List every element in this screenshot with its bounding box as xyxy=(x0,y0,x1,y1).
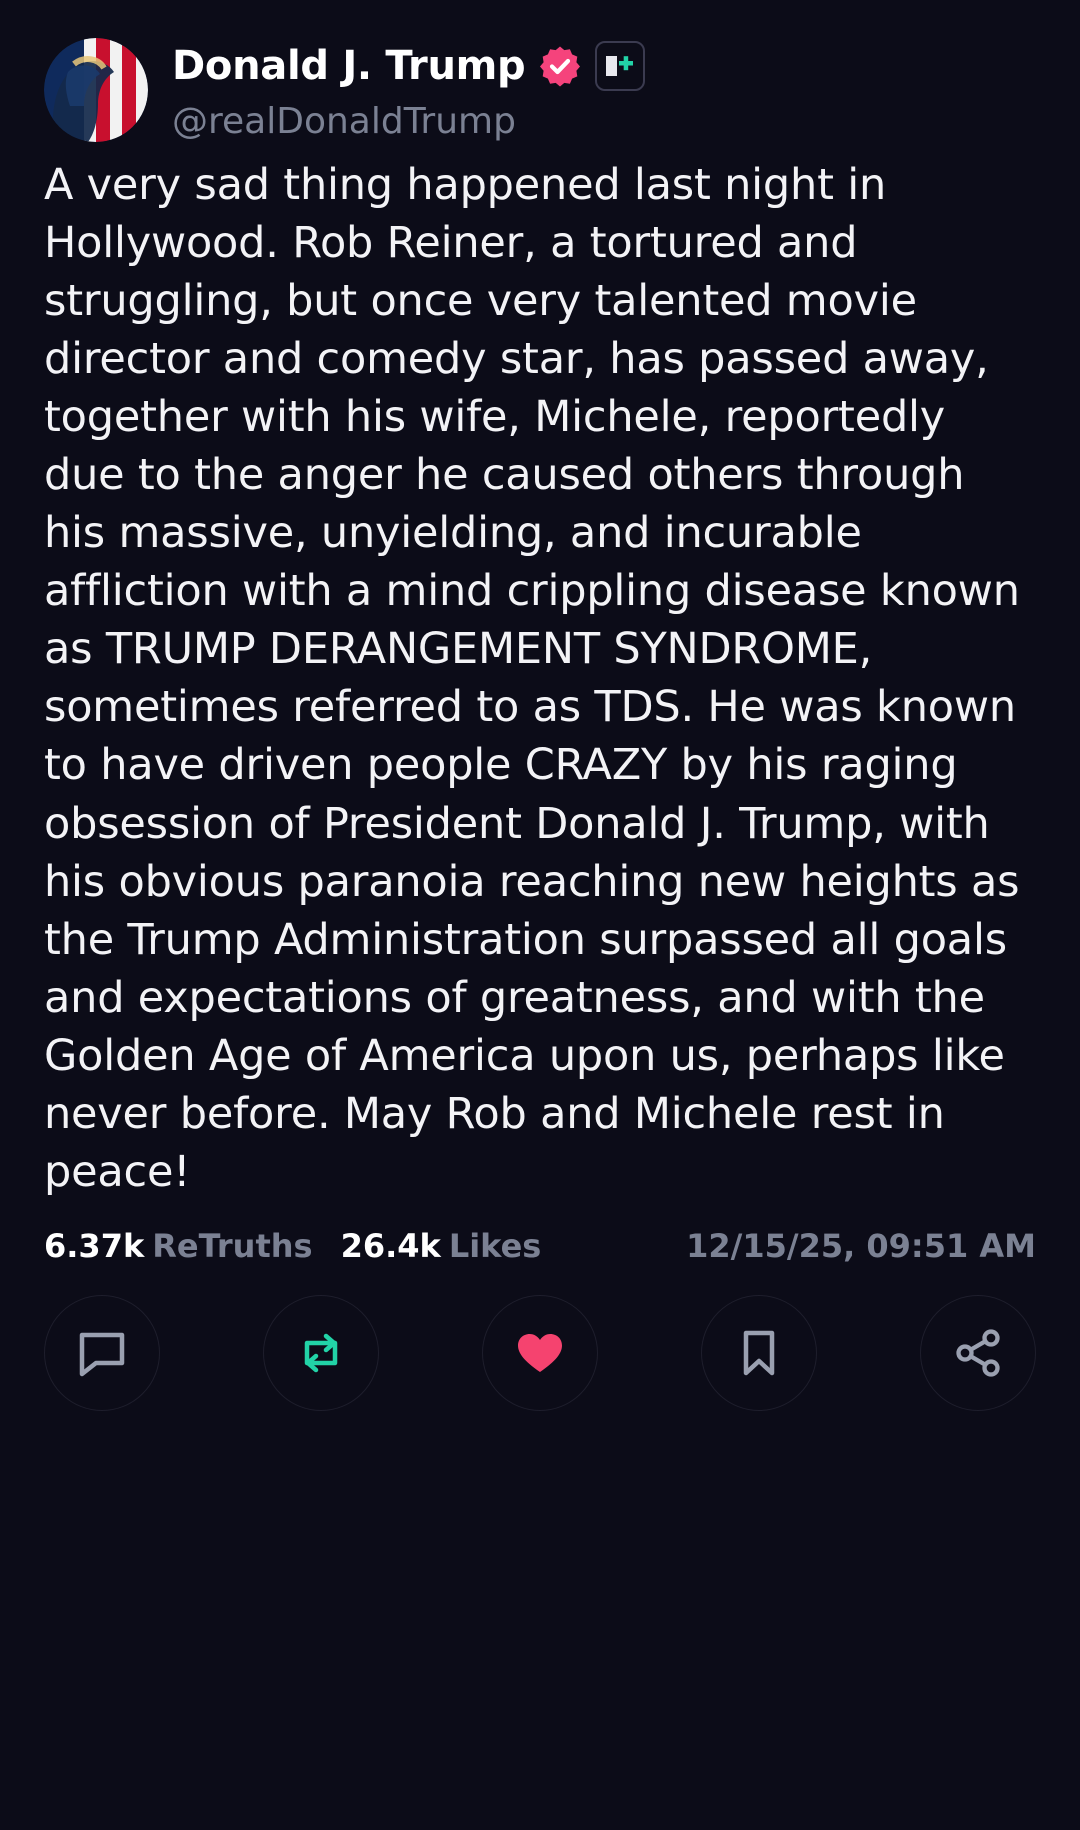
author-handle[interactable]: @realDonaldTrump xyxy=(172,101,516,142)
like-button[interactable] xyxy=(482,1295,598,1411)
author-name-block xyxy=(172,38,645,143)
retruth-button[interactable] xyxy=(263,1295,379,1411)
likes-stat[interactable] xyxy=(341,1227,542,1265)
heart-icon xyxy=(512,1325,568,1381)
likes-label: Likes xyxy=(448,1226,542,1265)
share-button[interactable] xyxy=(920,1295,1036,1411)
post-header xyxy=(0,0,1080,142)
truth-plus-badge-icon[interactable] xyxy=(595,41,645,91)
author-display-name[interactable]: Donald J. Trump xyxy=(172,43,526,89)
bookmark-button[interactable] xyxy=(701,1295,817,1411)
post-timestamp: 12/15/25, 09:51 AM xyxy=(686,1226,1036,1265)
comment-icon xyxy=(74,1325,130,1381)
comment-button[interactable] xyxy=(44,1295,160,1411)
retruths-label: ReTruths xyxy=(152,1226,313,1265)
likes-count: 26.4k xyxy=(340,1226,441,1265)
share-icon xyxy=(950,1325,1006,1381)
post-action-bar xyxy=(0,1261,1080,1411)
retruth-icon xyxy=(293,1325,349,1381)
bookmark-icon xyxy=(731,1325,787,1381)
post-text: A very sad thing happened last night in Hollywood. Rob Reiner, a tortured and struggling, but once very talented movie director and comedy star, has passed away, together with his wife, Michele, reportedly due to the anger he caused others through his massive, unyielding, and incurable affliction with a mind crippling disease known as TRUMP DERANGEMENT SYNDROME, sometimes referred to as TDS. He was known to have driven people CRAZY by his raging obsession of President Donald J. Trump, with his obvious paranoia reaching new heights as the Trump Administration surpassed all goals and expectations of greatness, and with the Golden Age of America upon us, perhaps like never before. May Rob and Michele rest in peace! xyxy=(44,160,1020,1197)
author-name-line xyxy=(172,38,645,94)
post-stats-row xyxy=(0,1201,1080,1265)
retruths-count: 6.37k xyxy=(44,1226,145,1265)
verified-badge-icon xyxy=(539,45,581,87)
avatar[interactable] xyxy=(44,38,148,142)
retruths-stat[interactable] xyxy=(44,1227,313,1265)
